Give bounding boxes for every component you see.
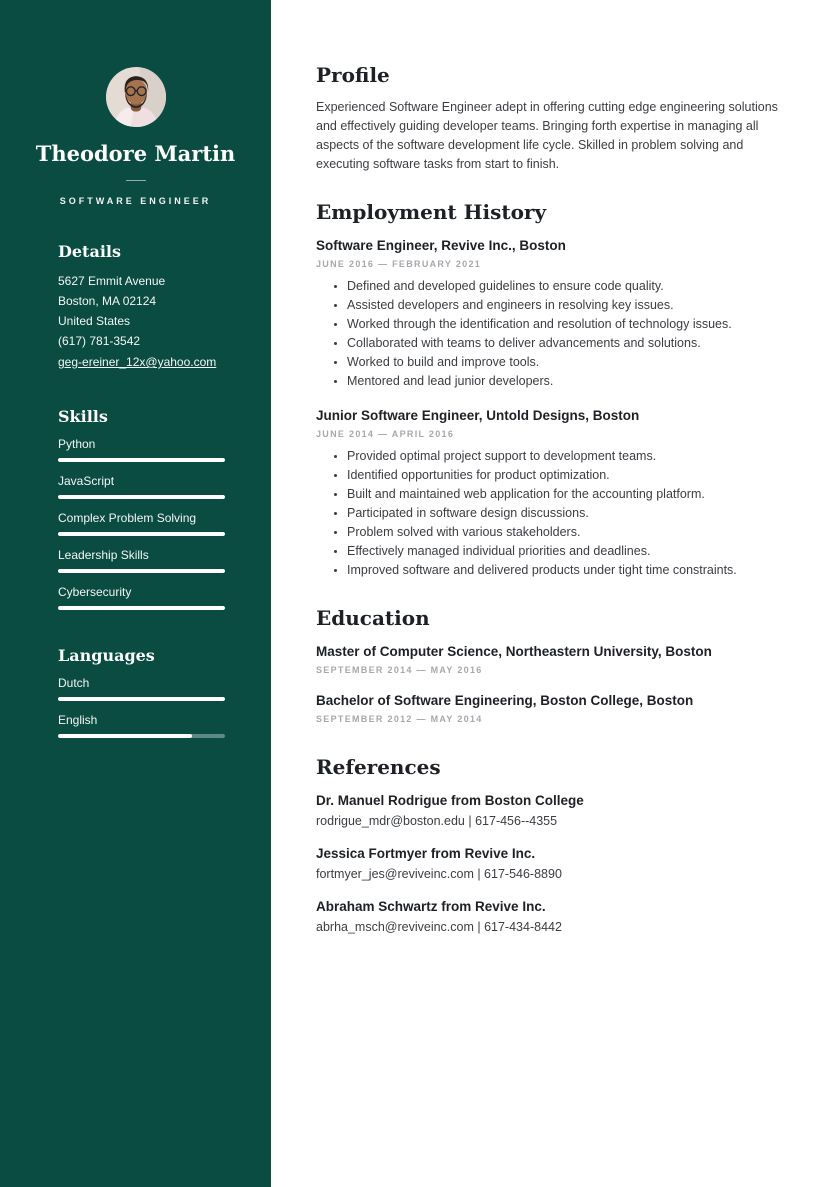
job-bullet: • Built and maintained web application for the accounting platform. (347, 485, 780, 504)
profile-text: Experienced Software Engineer adept in offering cutting edge engineering solutions and effectively guiding developer teams. Bringing forth expertise in managing all aspects of the software development life cycle. Skilled in problem solving and executing software tasks from start to finish. (316, 100, 778, 171)
skill-item (58, 585, 225, 610)
skills-heading: Skills (58, 407, 108, 426)
reference-entry (316, 792, 780, 829)
skill-bar (58, 532, 225, 536)
avatar (105, 66, 167, 128)
skill-item (58, 548, 225, 573)
job-bullet: • Provided optimal project support to development teams. (347, 447, 780, 466)
skill-bar-fill (58, 569, 225, 573)
skill-item (58, 511, 225, 536)
education-list (316, 643, 780, 725)
detail-line: Boston, MA 02124 (58, 294, 157, 308)
language-item (58, 713, 225, 738)
reference-contact: abrha_msch@reviveinc.com | 617-434-8442 (316, 920, 562, 934)
education-title: Master of Computer Science, Northeastern University, Boston (316, 644, 712, 659)
employment-heading: Employment History (316, 200, 547, 224)
job-entry (316, 407, 780, 580)
language-bar (58, 697, 225, 701)
skill-bar-fill (58, 606, 225, 610)
job-bullet: • Worked to build and improve tools. (347, 353, 780, 372)
reference-contact: fortmyer_jes@reviveinc.com | 617-546-8890 (316, 867, 562, 881)
references-section (316, 755, 780, 935)
languages-list (58, 676, 225, 738)
language-label: English (58, 713, 98, 727)
job-bullet: • Collaborated with teams to deliver advancements and solutions. (347, 334, 780, 353)
job-bullets (316, 447, 780, 580)
references-list (316, 792, 780, 935)
languages-heading: Languages (58, 646, 155, 665)
job-bullet: • Defined and developed guidelines to ensure code quality. (347, 277, 780, 296)
skill-bar-fill (58, 532, 225, 536)
skill-bar-fill (58, 458, 225, 462)
job-dates: JUNE 2016 — FEBRUARY 2021 (316, 259, 482, 269)
job-bullet: • Improved software and delivered products under tight time constraints. (347, 561, 780, 580)
skill-bar (58, 569, 225, 573)
skill-bar (58, 495, 225, 499)
education-entry (316, 643, 780, 676)
job-bullet: • Participated in software design discussions. (347, 504, 780, 523)
references-heading: References (316, 755, 441, 779)
job-entry (316, 237, 780, 391)
skills-list (58, 437, 225, 610)
profile-heading: Profile (316, 63, 390, 87)
person-role: SOFTWARE ENGINEER (59, 196, 212, 206)
email-link[interactable]: geg-ereiner_12x@yahoo.com (58, 355, 217, 369)
skill-label: JavaScript (58, 474, 115, 488)
language-label: Dutch (58, 676, 90, 690)
job-bullet: • Mentored and lead junior developers. (347, 372, 780, 391)
language-item (58, 676, 225, 701)
job-bullet: • Problem solved with various stakeholders. (347, 523, 780, 542)
reference-entry (316, 898, 780, 935)
skill-bar (58, 606, 225, 610)
languages-section (58, 645, 225, 738)
person-name: Theodore Martin (35, 141, 236, 166)
skill-label: Leadership Skills (58, 548, 149, 562)
employment-section (316, 200, 780, 580)
job-bullet: • Worked through the identification and resolution of technology issues. (347, 315, 780, 334)
skill-bar-fill (58, 495, 225, 499)
job-dates: JUNE 2014 — APRIL 2016 (316, 429, 455, 439)
education-section (316, 606, 780, 725)
jobs-list (316, 237, 780, 580)
skill-label: Cybersecurity (58, 585, 132, 599)
skill-label: Python (58, 437, 96, 451)
skill-item (58, 474, 225, 499)
name-divider (126, 180, 146, 181)
profile-section (316, 63, 780, 174)
skill-item (58, 437, 225, 462)
language-bar-fill (58, 697, 225, 701)
reference-name: Abraham Schwartz from Revive Inc. (316, 899, 546, 914)
details-section (58, 241, 225, 371)
detail-line: (617) 781-3542 (58, 334, 141, 348)
main-content (271, 0, 840, 1187)
job-bullet: • Identified opportunities for product optimization. (347, 466, 780, 485)
reference-name: Dr. Manuel Rodrigue from Boston College (316, 793, 584, 808)
education-heading: Education (316, 606, 430, 630)
job-bullet: • Effectively managed individual priorities and deadlines. (347, 542, 780, 561)
job-title: Software Engineer, Revive Inc., Boston (316, 238, 566, 253)
skill-label: Complex Problem Solving (58, 511, 197, 525)
skills-section (58, 406, 225, 610)
reference-contact: rodrigue_mdr@boston.edu | 617-456--4355 (316, 814, 558, 828)
education-dates: SEPTEMBER 2012 — MAY 2014 (316, 714, 483, 724)
reference-name: Jessica Fortmyer from Revive Inc. (316, 846, 536, 861)
skill-bar (58, 458, 225, 462)
job-bullets (316, 277, 780, 391)
language-bar (58, 734, 225, 738)
education-title: Bachelor of Software Engineering, Boston College, Boston (316, 693, 694, 708)
detail-line: United States (58, 314, 131, 328)
education-entry (316, 692, 780, 725)
details-heading: Details (58, 242, 121, 261)
job-title: Junior Software Engineer, Untold Designs, Boston (316, 408, 640, 423)
language-bar-fill (58, 734, 192, 738)
reference-entry (316, 845, 780, 882)
job-bullet: • Assisted developers and engineers in resolving key issues. (347, 296, 780, 315)
avatar-photo-icon (105, 66, 167, 128)
sidebar (0, 0, 271, 1187)
details-lines (58, 271, 225, 351)
detail-line: 5627 Emmit Avenue (58, 274, 166, 288)
education-dates: SEPTEMBER 2014 — MAY 2016 (316, 665, 483, 675)
